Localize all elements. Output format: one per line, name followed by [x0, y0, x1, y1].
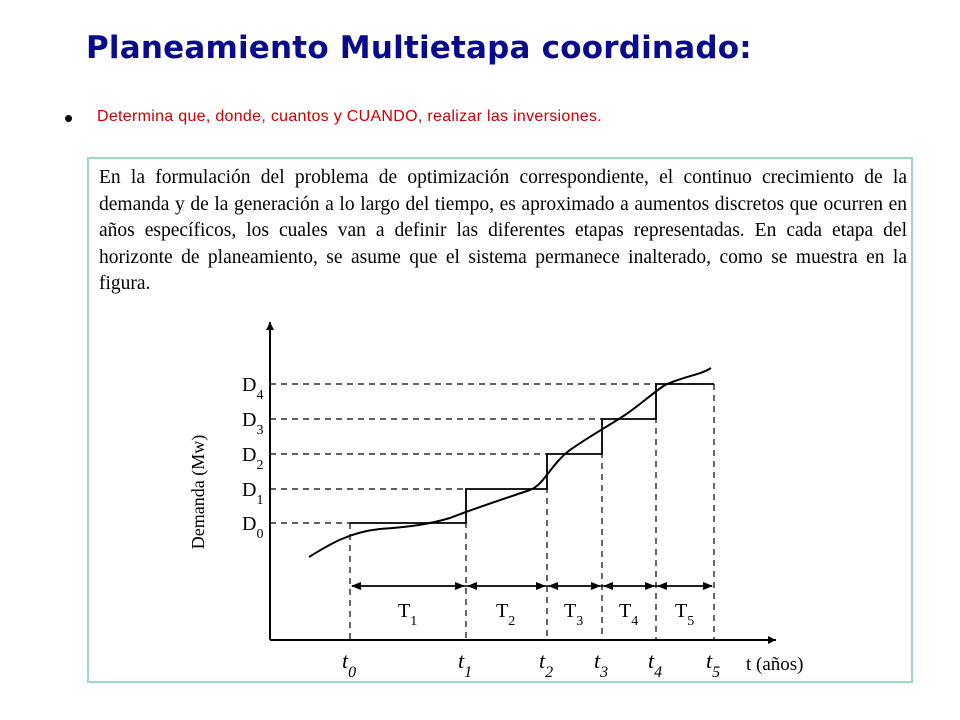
stage-label: $T_5$ — [675, 600, 695, 629]
time-mark-label: $t_2$ — [539, 648, 554, 681]
x-axis-label: t (años) — [746, 654, 804, 675]
demand-level-label: $D_1$ — [242, 479, 264, 508]
y-axis-label: Demanda (Mw) — [188, 434, 208, 550]
stage-label: $T_2$ — [496, 600, 516, 629]
demand-level-label: $D_2$ — [242, 444, 264, 473]
bullet-text: Determina que, donde, cuantos y CUANDO, realizar las inversiones. — [97, 108, 603, 125]
demand-level-label: $D_0$ — [242, 513, 264, 542]
time-mark-label: $t_5$ — [706, 648, 721, 681]
time-mark-label: $t_4$ — [648, 648, 663, 681]
demand-level-label: $D_3$ — [242, 409, 264, 438]
stage-label: $T_4$ — [619, 600, 639, 629]
demand-level-label: $D_4$ — [242, 374, 264, 403]
figure-paragraph: En la formulación del problema de optimización correspondiente, el continuo crecimiento de la demanda y de la generación a lo largo del tiempo, es aproximado a aumentos discretos que ocurren en años específicos, los cuales van a definir las diferentes etapas representadas. En cada etapa del horizonte de planeamiento, se asume que el sistema permanece inalterado, como se muestra en la figura. — [99, 167, 907, 294]
time-mark-label: $t_1$ — [458, 648, 473, 681]
demand-growth-curve — [309, 368, 711, 557]
stage-label: $T_1$ — [398, 600, 418, 629]
time-mark-label: $t_3$ — [594, 648, 609, 681]
time-mark-label: $t_0$ — [342, 648, 357, 681]
slide-title: Planeamiento Multietapa coordinado: — [86, 30, 752, 66]
bullet-icon: • — [64, 103, 74, 133]
stage-label: $T_3$ — [564, 600, 584, 629]
